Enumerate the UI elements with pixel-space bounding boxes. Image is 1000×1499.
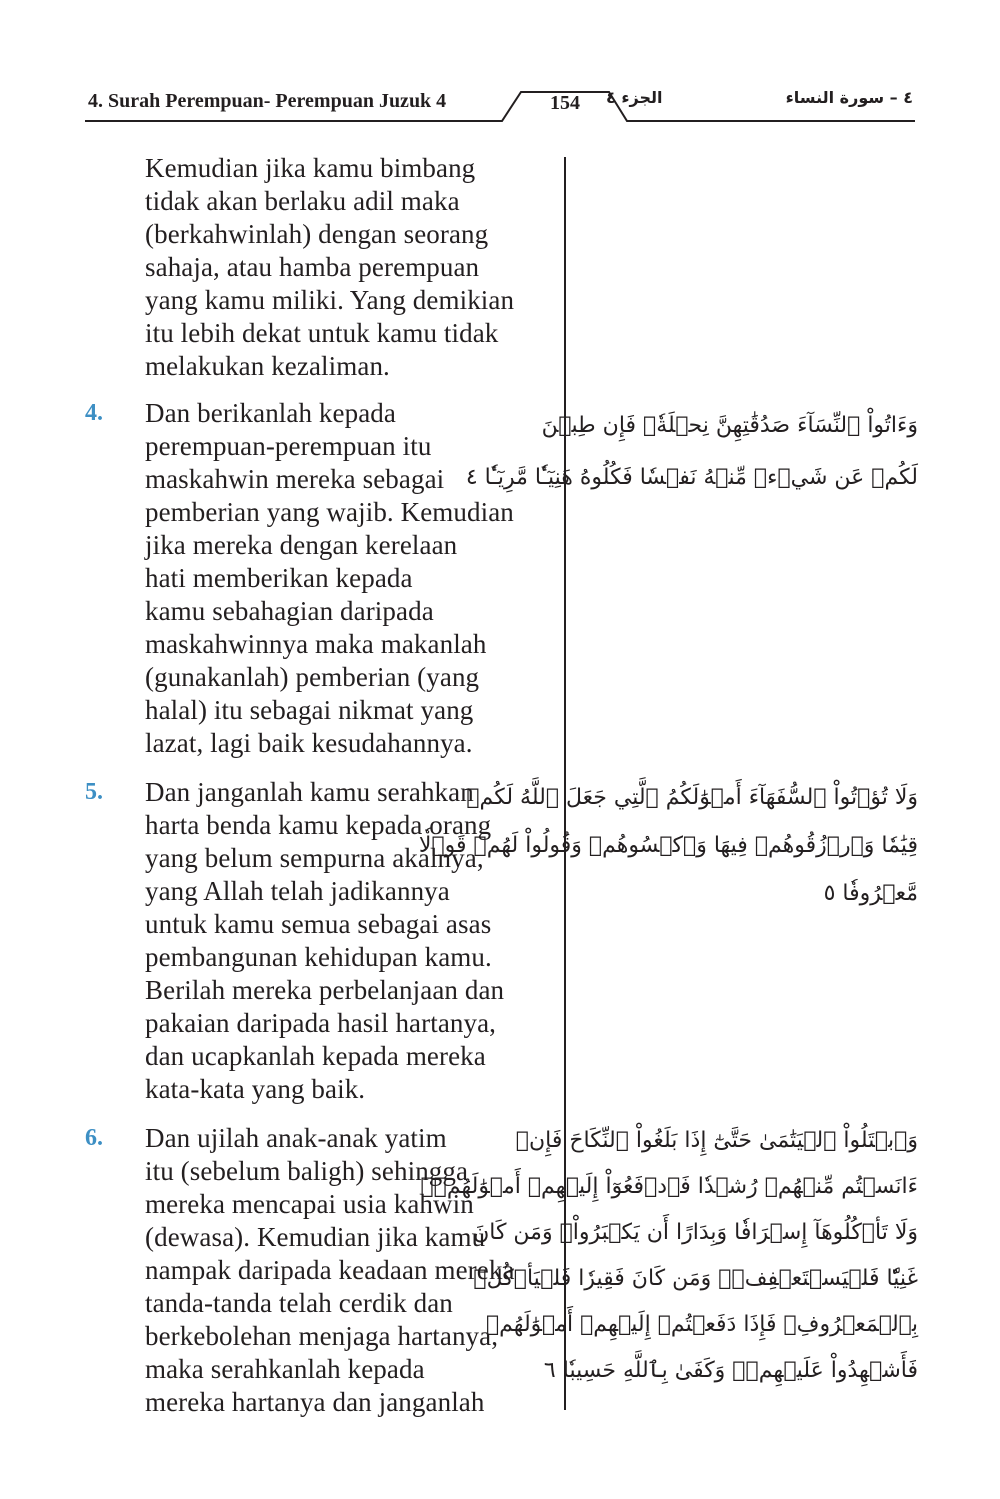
arabic-line: وَءَاتُواْ ٱلنِّسَآءَ صَدُقَٰتِهِنَّ نِحۡلَةٗۚ فَإِن طِبۡنَ bbox=[541, 413, 918, 438]
text-line: Kemudian jika kamu bimbang bbox=[145, 153, 476, 183]
text-line: tidak akan berlaku adil maka bbox=[145, 186, 460, 216]
text-line: sahaja, atau hamba perempuan bbox=[145, 252, 480, 282]
verse-number: 5. bbox=[85, 779, 103, 805]
arabic-line: قِيَٰمٗا وَٱرۡزُقُوهُمۡ فِيهَا وَٱكۡسُوهُمۡ وَقُولُواْ لَهُمۡ قَوۡلٗا bbox=[418, 833, 918, 858]
continuation-text bbox=[85, 152, 555, 383]
verse-6-arabic bbox=[420, 1118, 918, 1394]
arabic-line: مَّعۡرُوفٗا ٥ bbox=[823, 881, 918, 906]
text-line: nampak daripada keadaan mereka bbox=[145, 1255, 515, 1285]
text-line: perempuan-perempuan itu bbox=[145, 431, 432, 461]
verse-number: 6. bbox=[85, 1125, 103, 1151]
text-line: kata-kata yang baik. bbox=[145, 1074, 366, 1104]
text-line: melakukan kezaliman. bbox=[145, 351, 390, 381]
text-line: itu (sebelum baligh) sehingga bbox=[145, 1156, 469, 1186]
text-line: tanda-tanda telah cerdik dan bbox=[145, 1288, 453, 1318]
text-line: yang kamu miliki. Yang demikian bbox=[145, 285, 515, 315]
text-line: (gunakanlah) pemberian (yang bbox=[145, 662, 480, 692]
arabic-line: ءَانَسۡتُم مِّنۡهُمۡ رُشۡدٗا فَٱدۡفَعُوٓاْ إِلَيۡهِمۡ أَمۡوَٰلَهُمۡۖ bbox=[420, 1174, 918, 1199]
text-line: mereka mencapai usia kahwin bbox=[145, 1189, 474, 1219]
arabic-line: وَلَا تَأۡكُلُوهَآ إِسۡرَافٗا وَبِدَارًا أَن يَكۡبَرُواْۚ وَمَن كَانَ bbox=[473, 1220, 918, 1245]
text-line: jika mereka dengan kerelaan bbox=[145, 530, 458, 560]
text-line: pembangunan kehidupan kamu. bbox=[145, 942, 492, 972]
text-line: dan ucapkanlah kepada mereka bbox=[145, 1041, 486, 1071]
text-line: pemberian yang wajib. Kemudian bbox=[145, 497, 514, 527]
text-line: Berilah mereka perbelanjaan dan bbox=[145, 975, 505, 1005]
text-line: maskahwin mereka sebagai bbox=[145, 464, 445, 494]
text-line: yang Allah telah jadikannya bbox=[145, 876, 450, 906]
verse-4-arabic bbox=[465, 400, 918, 504]
text-line: untuk kamu semua sebagai asas bbox=[145, 909, 492, 939]
text-line: yang belum sempurna akalnya, bbox=[145, 843, 484, 873]
text-line: pakaian daripada hasil hartanya, bbox=[145, 1008, 497, 1038]
page-number: 154 bbox=[550, 92, 580, 114]
arabic-line: بِٱلۡمَعۡرُوفِۚ فَإِذَا دَفَعۡتُمۡ إِلَيۡهِمۡ أَمۡوَٰلَهُمۡ bbox=[485, 1312, 918, 1337]
text-line: (berkahwinlah) dengan seorang bbox=[145, 219, 489, 249]
text-line: Dan janganlah kamu serahkan bbox=[145, 777, 474, 807]
text-line: maskahwinnya maka makanlah bbox=[145, 629, 487, 659]
verse-5-arabic bbox=[418, 774, 918, 918]
text-line: (dewasa). Kemudian jika kamu bbox=[145, 1222, 486, 1252]
text-line: hati memberikan kepada bbox=[145, 563, 413, 593]
arabic-line: غَنِيّٗا فَلۡيَسۡتَعۡفِفۡۖ وَمَن كَانَ فَقِيرٗا فَلۡيَأۡكُلۡ bbox=[473, 1266, 918, 1291]
arabic-line: فَأَشۡهِدُواْ عَلَيۡهِمۡۚ وَكَفَىٰ بِٱللَّهِ حَسِيبٗا ٦ bbox=[543, 1358, 918, 1383]
text-line: harta benda kamu kepada orang bbox=[145, 810, 492, 840]
text-line: mereka hartanya dan janganlah bbox=[145, 1387, 485, 1417]
header-juz-arabic: الجزء ٤ bbox=[606, 88, 663, 107]
header-surah-title: 4. Surah Perempuan- Perempuan Juzuk 4 bbox=[88, 90, 447, 112]
text-line: lazat, lagi baik kesudahannya. bbox=[145, 728, 473, 758]
arabic-line: لَكُمۡ عَن شَيۡءٖ مِّنۡهُ نَفۡسٗا فَكُلُوهُ هَنِيٓـٔٗا مَّرِيٓـٔٗا ٤ bbox=[465, 465, 918, 490]
text-line: maka serahkanlah kepada bbox=[145, 1354, 425, 1384]
page-header bbox=[85, 80, 915, 140]
text-line: halal) itu sebagai nikmat yang bbox=[145, 695, 474, 725]
text-line: kamu sebahagian daripada bbox=[145, 596, 434, 626]
arabic-line: وَلَا تُؤۡتُواْ ٱلسُّفَهَآءَ أَمۡوَٰلَكُمُ ٱلَّتِي جَعَلَ ٱللَّهُ لَكُمۡ bbox=[466, 785, 918, 810]
text-line: berkebolehan menjaga hartanya, bbox=[145, 1321, 499, 1351]
text-line: Dan ujilah anak-anak yatim bbox=[145, 1123, 447, 1153]
verse-number: 4. bbox=[85, 400, 103, 426]
text-line: Dan berikanlah kepada bbox=[145, 398, 396, 428]
arabic-line: وَٱبۡتَلُواْ ٱلۡيَتَٰمَىٰ حَتَّىٰٓ إِذَا بَلَغُواْ ٱلنِّكَاحَ فَإِنۡ bbox=[515, 1128, 918, 1153]
text-line: itu lebih dekat untuk kamu tidak bbox=[145, 318, 499, 348]
header-surah-arabic: ٤ – سورة النساء bbox=[785, 88, 913, 107]
